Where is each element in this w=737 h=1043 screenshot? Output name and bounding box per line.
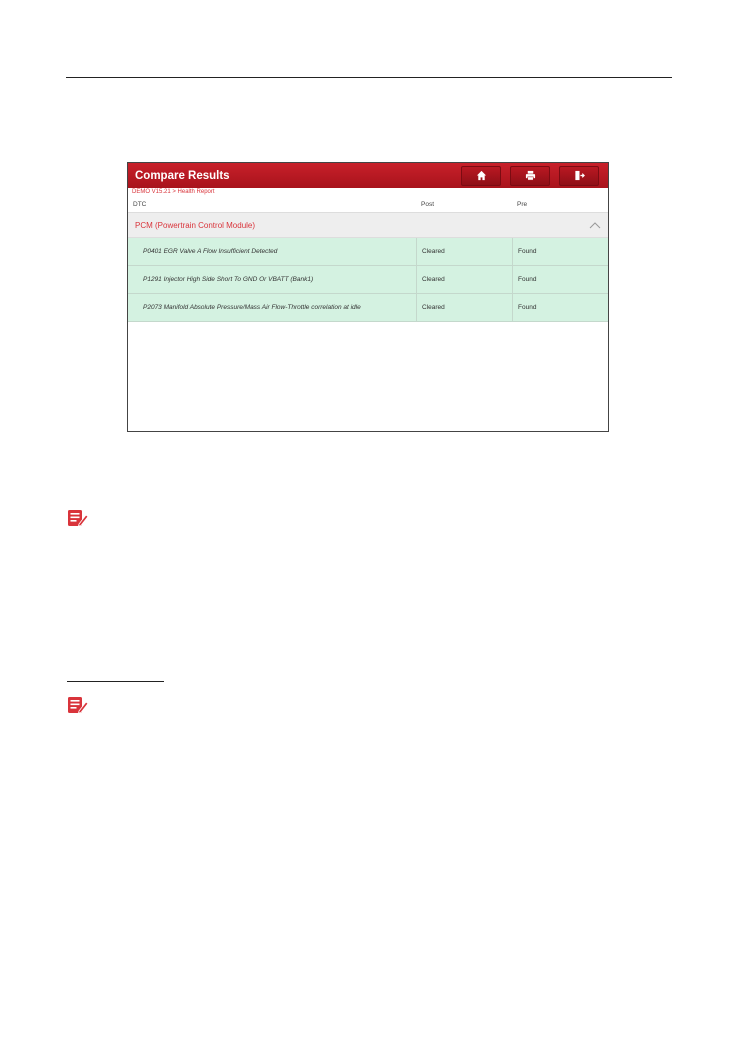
header-post: Post — [421, 201, 435, 208]
exit-button[interactable] — [559, 166, 599, 186]
row-dtc: P2073 Manifold Absolute Pressure/Mass Air Flow-Throttle correlation at idle — [143, 304, 361, 311]
exit-icon — [574, 170, 585, 181]
row-pre: Found — [512, 266, 608, 293]
note-icon — [67, 696, 89, 714]
row-pre: Found — [512, 238, 608, 265]
row-post: Cleared — [416, 266, 512, 293]
header-rule — [66, 77, 672, 78]
table-row[interactable] — [128, 294, 608, 322]
print-icon — [525, 170, 536, 181]
header-pre: Pre — [517, 201, 528, 208]
table-row[interactable] — [128, 266, 608, 294]
row-post: Cleared — [416, 294, 512, 321]
window-title: Compare Results — [135, 169, 230, 182]
row-pre: Found — [512, 294, 608, 321]
table-row[interactable] — [128, 238, 608, 266]
row-dtc: P1291 Injector High Side Short To GND Or VBATT (Bank1) — [143, 276, 314, 283]
header-dtc: DTC — [133, 201, 147, 208]
footnote-rule — [67, 681, 164, 682]
table-header — [128, 197, 608, 213]
module-group-pcm[interactable] — [128, 213, 608, 238]
home-icon — [476, 170, 487, 181]
row-dtc: P0401 EGR Valve A Flow Insufficient Detected — [143, 248, 278, 255]
module-group-label: PCM (Powertrain Control Module) — [135, 220, 256, 230]
home-button[interactable] — [461, 166, 501, 186]
breadcrumb[interactable]: DEMO V15.21 > Health Report — [132, 189, 215, 195]
chevron-up-icon[interactable] — [589, 222, 601, 229]
title-bar — [128, 163, 608, 188]
compare-results-screen — [127, 162, 609, 432]
note-icon — [67, 509, 89, 527]
print-button[interactable] — [510, 166, 550, 186]
row-post: Cleared — [416, 238, 512, 265]
